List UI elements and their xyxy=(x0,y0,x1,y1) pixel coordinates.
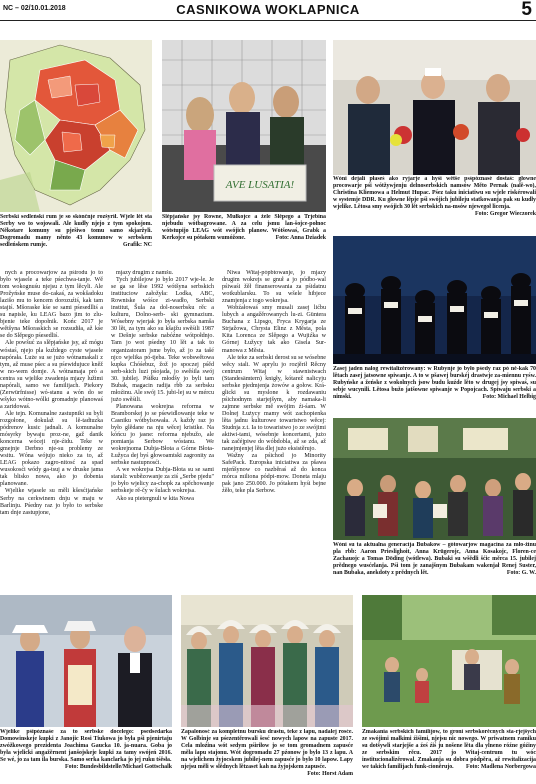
costumes-credit: Foto: Bundesbildstelle/Michael Gottschalk xyxy=(64,764,172,770)
garden-caption xyxy=(362,729,536,784)
issue-label: NC – 02/10.01.2018 xyxy=(3,5,66,12)
group-caption xyxy=(181,729,353,784)
article-paragraph: Planowana wokrejna reforma w Bramborskej jo se pśewidlowanje teke w Casniku wótbylsowała. A každy raz jo było glědane na nju wěcej kristike. Na kóńcu jo jasne: reforma njebužo, ale pomianja Serbow wóstanu. We wokrejnoma Dubja-Błota a Górne Błota-Łužyca dej byś głowoamtski zagronity za serbske nastupnosći. xyxy=(111,403,214,467)
costumes-caption-text: Wjelike pśipóznaśe za to serbske docelego: psedsedarka Domowinskeje kupki z Janojic Rosi Tiukowa jo była pśi pjenirtaju zwóžkowego prezidenta Joachima Gauckа 10. ja-nuara. Goba jo była wjelicki angažěrnent janšojskeje kupki za tamy swójeń 2016. Se wé, jo za tam ila burska. Samo serka kanclarka jo jej ruku tśěsła. xyxy=(0,729,172,763)
cake-photo-graphic xyxy=(162,40,326,212)
cake-cutting-photo xyxy=(162,40,326,212)
article-paragraph: Ako su pietergnuli w kita Nowa xyxy=(116,495,194,502)
article-paragraph: Wažny za pśichod jo Minority SafePack. Europska iniciatiwa za pšawa mjeńšynow co nazběraś až do konca mórca miliona pódpi-mow. Doneta mlaju pak jano 250.000. Jo pótakem hyśi bejne źěło, teke pla Serbow. xyxy=(222,453,326,495)
page-header xyxy=(0,0,536,21)
garden-credit: Foto: Madlena Norbergowa xyxy=(465,764,536,770)
sorbian-territory-map xyxy=(0,40,152,212)
garden-caption-text: Zmakania serbskich familijow, to groni serbskorěcnych sta-rjejšych ze swójimi małkimi źiśimi, njejsu nic nowego. W priwatnem ramiku su dotšywli starjejše a źeś źiś ju nošene lěta dla ylneno róźne góźiny ze serbskim rěcu. 2017 jo Witaj-centrum tu wóc institucionalizěrowal. Zmakanja su dobra pódpěra, až rewitalizacija we takich familijach funk-cioněrujo. xyxy=(362,729,536,770)
article-paragraph: Wobźałowaś smy musali zasej lićbu lubych a angažěrowanych lu-zi. Günterа Buchana z Lipsgo, Fryca Krygarja ze Strjažowa, Chrysta Elinz z Města, pola Kita Lorenca ze Slěpego a Wujiźka w Górnej Łužycy tak ako Gisela Sur-manowa z Města. xyxy=(222,305,326,354)
class-credit: Foto: G. W. xyxy=(506,570,536,576)
article-paragraph: Wjelike wjasele su měli kšesćijańske Serby na cerkwinem dnju w maju w Barlinju. Pśedny raz jo było to serbske tam dnje zastupjone, xyxy=(0,488,103,516)
article-column-1 xyxy=(0,270,103,588)
honorees-photo xyxy=(333,40,536,175)
dancers-credit: Foto: Michael Helbig xyxy=(482,394,536,400)
family-meeting-photo xyxy=(362,595,536,727)
svg-text:AVE LUSATIA!: AVE LUSATIA! xyxy=(225,179,295,191)
bubaki-team-graphic xyxy=(333,418,536,540)
page-number: 5 xyxy=(521,0,532,20)
map-credit: Grafik: NC xyxy=(123,242,152,248)
group-credit: Foto: Horst Adam xyxy=(307,771,353,777)
dancers-caption xyxy=(333,366,536,410)
cake-caption-text: Slěpjańske jsy Rowne, Mułkojce a žeĺe Slěpego a Trjebina njebudu wótbagrowane. A za celu jsmu lan-šojce-połnoc wótstupijo LEAG wót swójich planow. Wótšowaś, Grabk a Kerkojce su pótakem wumóžone. xyxy=(162,214,326,241)
article-paragraph: Tych jubilejow jo bylo 2017 wje-le. Je se ga se lěse 1992 wótšyna serbskich instituciow załožyła: Lodka, ABC, Rowniske wóśce zi-wadło, Serbski institut, Šula za dol-noserbsku rěc a kulturu, Dolno-serb- ski gymnazium. Wósebny wjerjak jo była serbska namša 30 lět, za tym ako su kšajžu swěśili 1987 w Dešnje serbske nabóźne wótpołdnjo. Tam jo wot pśedny 10 lět a tak to organizatoram jsme było, až jo za tašé njco wjelika pó-tjeba. Teke wobswětowa kupka Chóśebuz, žož jo spoczej pśěd serb-skich luzi pśojada, jo swěśila swój 30. jubilej. Pśtłku młodšy jo byli tam Bubak, magacin radija rbb za serbsku młoźinu. Ale swój 15. jubi-lej su w mércu jużo swěśili. xyxy=(111,277,214,403)
map-caption-text: Serbski sedleński rum je so skónčnje rozšyrił. Wjele lět sta Serby wo to wojowali. Ale kudły njejo z tym spokojom. Někotare komuny su pješiwo tomu samo skjaržyli. Dogromadu mamy něnto 43 komunow w serbskem sedleńskem rumje. xyxy=(0,214,152,248)
article-paragraph: Ale powšuć za slěpjańske jsy, až mógu wóstaś, njejo pla kuždego cyste wjasele napórała. Luże su se jużo wótnamakali z tym, až muse pśec a su pśewidujuce kněž w no-wem domje. A wótnamaja pró a centra su wjelike zwadenja mjazy lužimi napórali, samo we familijach. Piekory (Zerwürfnisse) wó-stanu a wón do se wšyko wótno-wólki gromadnje planowaś a zaridowaś. xyxy=(0,340,103,410)
golbin-group-photo xyxy=(181,595,353,727)
family-meeting-graphic xyxy=(362,595,536,727)
meeting-credit: Foto: Gregor Wieczorek xyxy=(475,211,536,217)
class-caption-text: Wóni su ta aktualna generacija Bubakow – gótowarjow magacina za mło-žinu pla rbb: Aaron Prieslighoit, Anna Krügerojc, Anna Kosakojc, Floren-cе Zachauojc a Tomas Döding (wótlewa). Bubaki su wšědli šćic měrca 15. jubilej prědnego wusćelanja. Pśi tom je zanajšnym Bubakam wakenjał Renej Suster, nan Bubaka, anekdoty z prědnych lět. xyxy=(333,542,536,576)
cake-credit: Foto: Anna Dziadek xyxy=(275,235,326,241)
article-paragraph: Niwa Witaj-pópbtowanje, jo mjazy drugim wokrejs se gnuł a jo pódbo-wal pśiwaśi žěł finanserowania za pśidatnu wotkublarsku. To su wšele hibjece znamjenja z togo wokrejsa. xyxy=(222,270,326,305)
article-paragraph: Ale tejn. Komunalne zastupniki su byli rozgołone, dokulaž su lě-tadtuzka pódrenov kusic jadnali. A komunalne mósyrky bywaju proz-ne, gaž danik koncerna wóceji nje-źidu. Teke w gmejnje Derbno nje-su problemy ze wsitu. Wóna wójujo nieko za to, až LEAG pokazo zagro-nitosć za spad wusokosći wódy ga-tsuj a w druske jama tak blisko nowa, ako jo dobenia planowane. xyxy=(0,410,103,488)
meeting-caption xyxy=(333,176,536,227)
article-paragraph: nych a procowarjow za pśirodu jo to było wjasele a teke pśechwa-tanje. Wě tom wokognuśu njejsu z tym lěcyli. Ale Prožyńske muse do-cakaś, za wokšadoku lazišo mu to kencem dorozuźiś, kak tam stajiś. Mšoraske kśe se sami pśesedlliś a su napisle, ku LEAG bazo jim to zlu-bjenie teke dopołnik. Końc 2017 je wětšyna Mšoraskich se rozsudiła, až kśe se do Slěpego pśesedliś. xyxy=(0,270,103,340)
article-column-3 xyxy=(222,270,326,588)
class-caption xyxy=(333,542,536,589)
honorees-photo-graphic xyxy=(333,40,536,175)
easter-singers-graphic xyxy=(333,236,536,364)
meeting-caption-text: Wóni dejali płaseś ako ryjarje a hyśi wětše psśpóznasé dostaś: głowne procowarje pśi wótžywjenju delnoserbskich namsów Mětо Pernak (nalě-wo), Christina Kliemowa a Helmut Hupac. Pśez taku iniciatiwu su wjele riskérowali w systemje DDR. Ku głowne lěpje pśi swójich jubileju statkowanja pak su kudły wjelike. Lětosa smy swójich 30 lět serbskich na-msów njewegoł licenja. xyxy=(333,176,536,210)
map-graphic xyxy=(0,40,152,212)
award-ceremony-graphic xyxy=(0,595,172,727)
group-caption-text: Zapalonosć za kompletnu bursku drastu, teke z lapu, nadalej rosće. W Golbinje su pśezentěrowali šesć nowych lapow na zapuste 2017. Cela mloźina wót sedym pśiriłow jo se tom gromadnem zapusće měla lapu stajonu. Wót dogromadu 27 pźonow jo bylo 13 z lapu. A na wjelichem žyjocskem jubilej-nem zapusće jo bylo 10 lapow. Lapy njejsu měli w slědnych lětzaset kah na žyjojskem zapusće. xyxy=(181,729,353,770)
easter-singers-photo xyxy=(333,236,536,364)
article-paragraph: Ale teke za serbski derost su se wósebne wěcy stali. W aprylu jo rozjěrił Rěcny centrum Witaj w stawnistwach (Standesämtern) knigły, kótarež nalicyju serbske pjedmjenja żowów a gołow. Krá-glicki su myslone k rozdawaniu pśichodnym starjejšym, aby namaka-li zajmne serbske mě swójim źi-śam. W Dolnej Łużycy mamy wót zachopienka lěta jadnu kulturowe towaristwo wěcej: Studnja z.t. Ia to towaristwo jo ze swójimi aktiwi-tami, wósebnje koncertami, jużo tak začéjpiwe do wóbdobla, až se zda, až nanejmjenjej lěta dlej jużo eksistěrujo. xyxy=(222,354,326,453)
award-ceremony-photo xyxy=(0,595,172,727)
golbin-group-graphic xyxy=(181,595,353,727)
map-caption xyxy=(0,214,152,270)
article-paragraph: mjazy drugim z namšu. xyxy=(116,270,174,276)
article-column-2 xyxy=(111,270,214,588)
costumes-caption xyxy=(0,729,172,784)
dancers-caption-text: Zasej jaden nalog rewitalizěrowany: w Rubynje jo było pśedy raz pó ně-kak 70 lětach zasej jatsowne spiwanje. A to w pšawej burskéj drastwje za-miennu ryśw. Rubyńske a žeńske z wokolnych jsow budu kuźde lěto w drugej jsy spiwaś, su sebje wucynili. Lětosa bužo jatšowne spiwanje w Popojcach. Spiwaju serbski a nimski. xyxy=(333,366,536,400)
bubaki-team-photo xyxy=(333,418,536,540)
newspaper-title: CASNIKOWA WOKLAPNICA xyxy=(176,2,360,17)
article-paragraph: A we wokrejsa Dubja-Błota su se sami starali: wubězowanje za ziś „Serbe pjedu" jo było wjelicy za-chopk za spěchowanje serbskeje rě-čy w šulach wokrejsa. xyxy=(111,467,214,495)
cake-caption xyxy=(162,214,326,270)
